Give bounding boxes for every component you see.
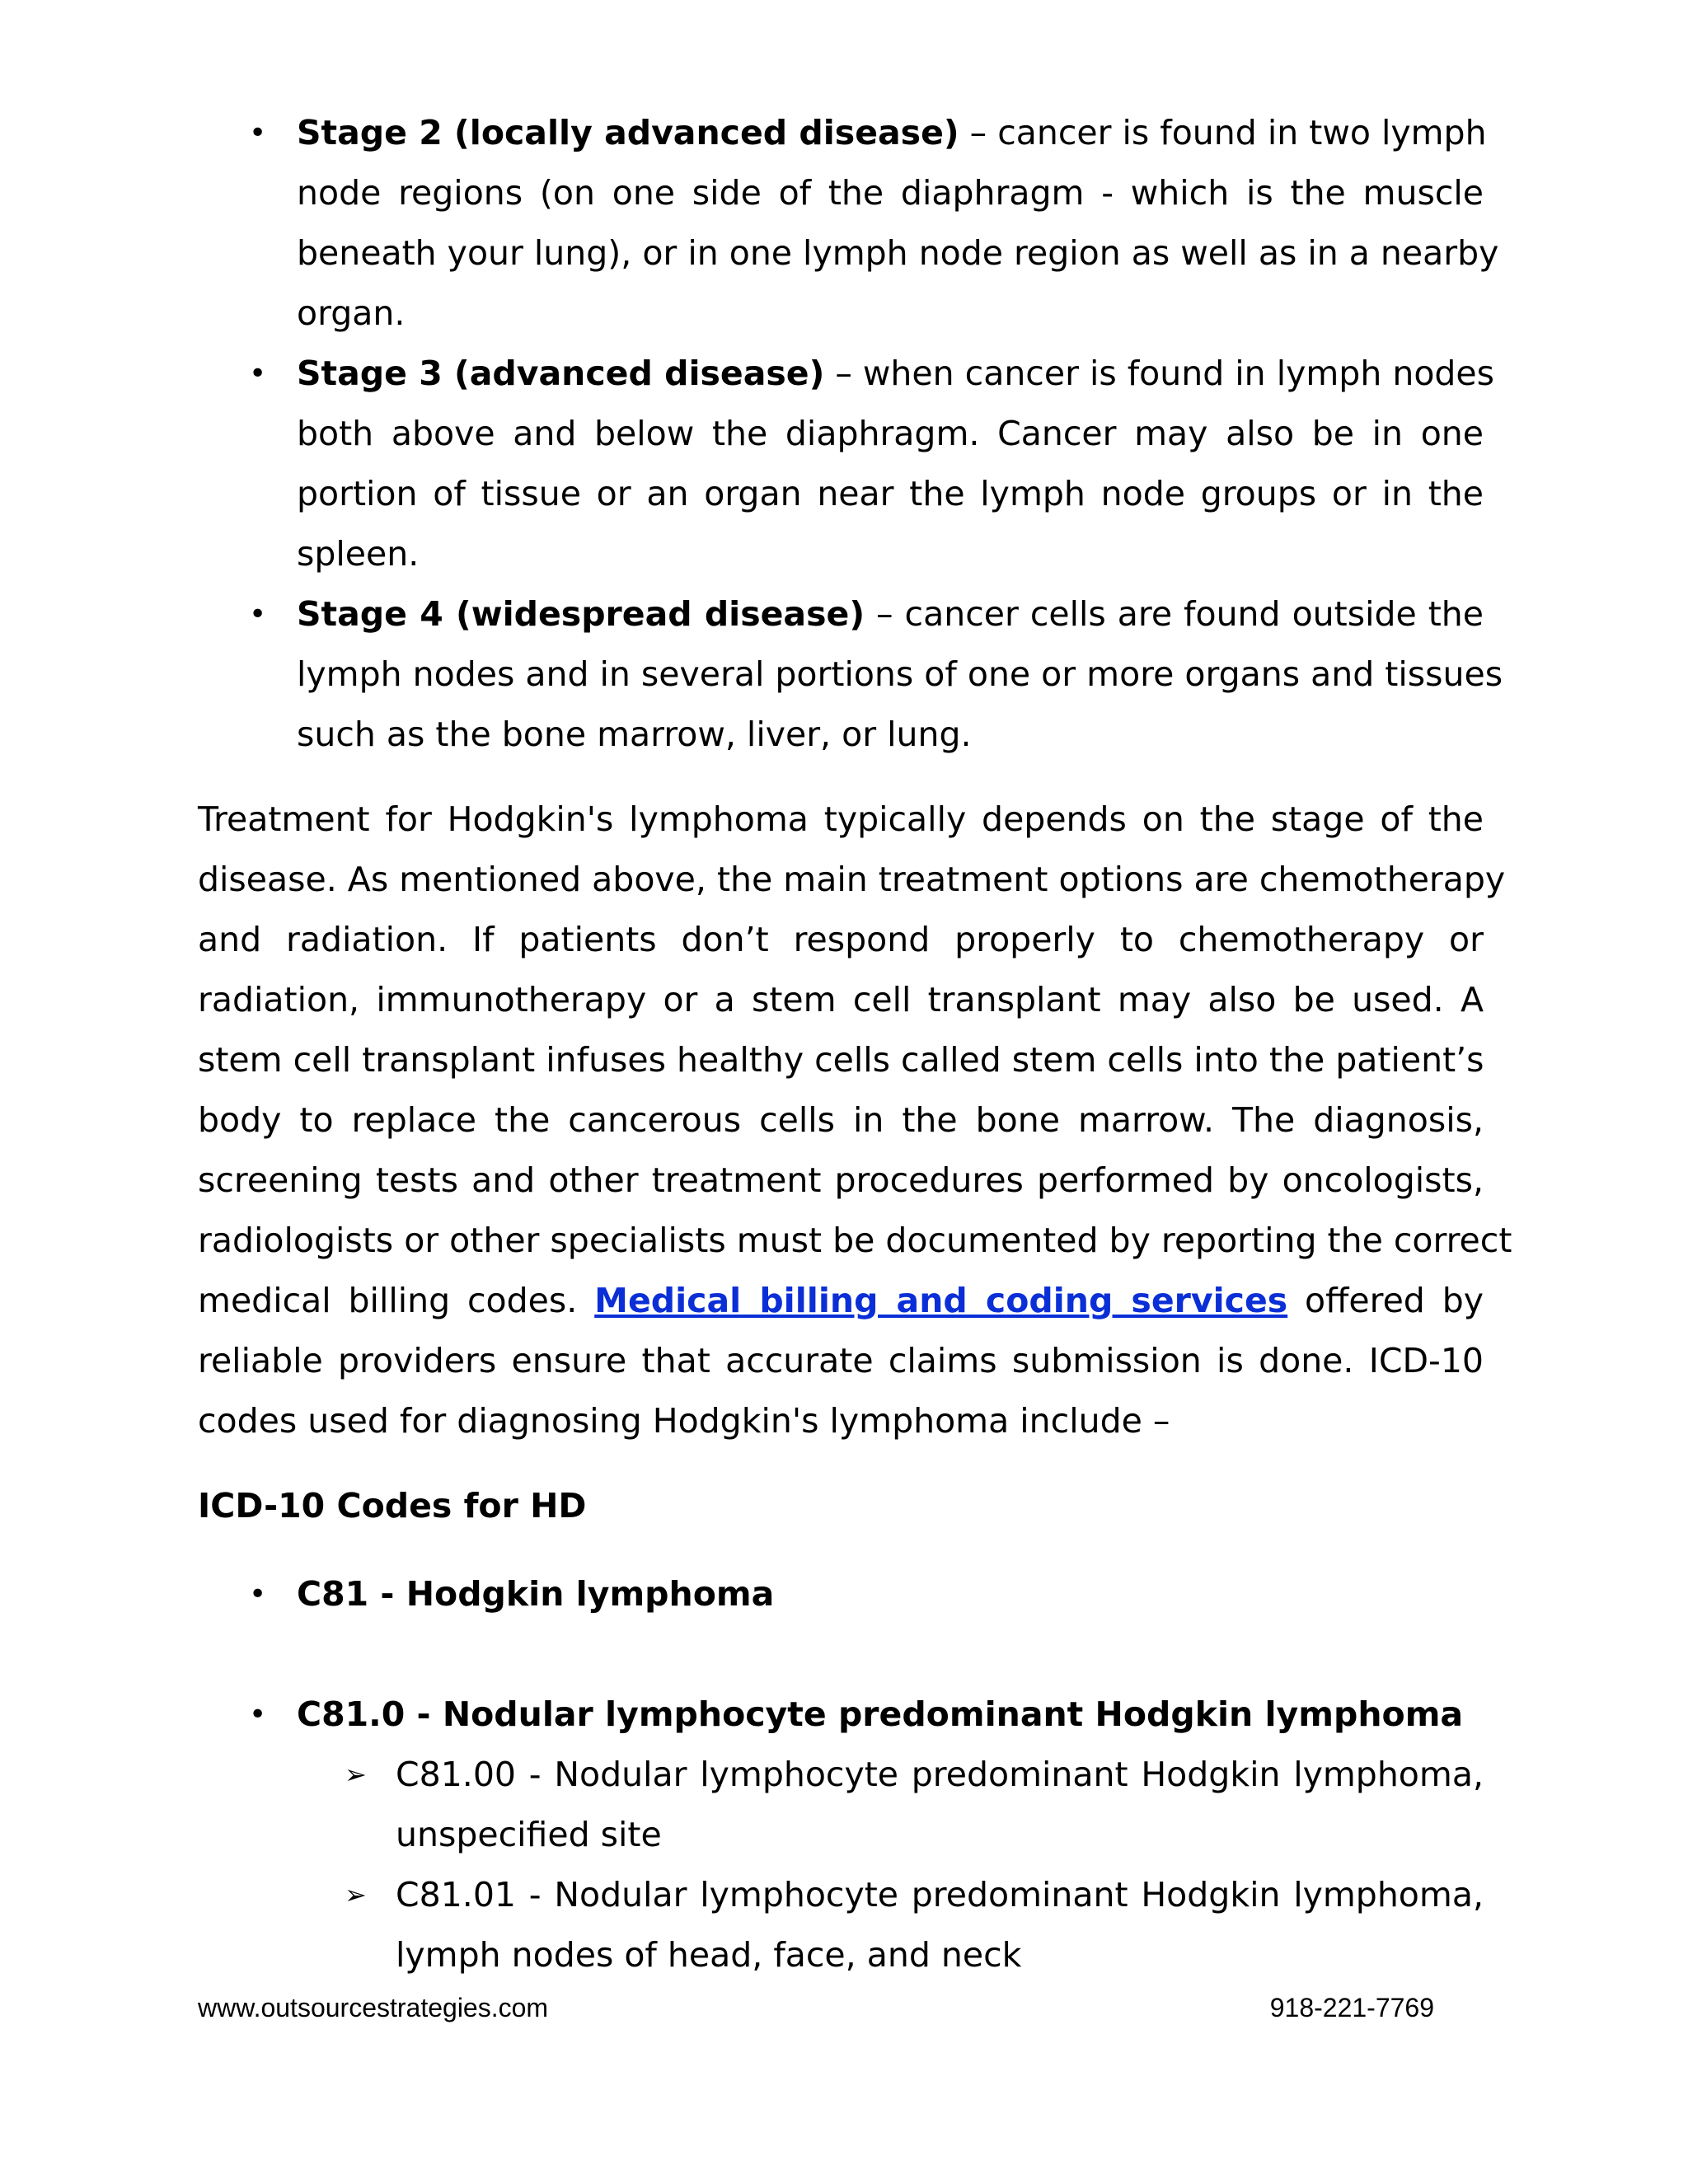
icd-heading: ICD-10 Codes for HD bbox=[198, 1486, 587, 1526]
icd-code-list bbox=[198, 1564, 1484, 1985]
stage-3-title: Stage 3 (advanced disease) bbox=[297, 354, 825, 393]
bullet-icon: • bbox=[249, 598, 267, 631]
footer-website: www.outsourcestrategies.com bbox=[198, 1993, 549, 2022]
stage-4-item: • Stage 4 (widespread disease) – cancer cells are found outside the lymph nodes and in several portions of one or more organs and tissues such as the bone marrow, liver, or lung. bbox=[198, 584, 1484, 765]
icd-subitem-c8100: ➢ C81.00 - Nodular lymphocyte predominant Hodgkin lymphoma, unspecified site bbox=[198, 1745, 1484, 1865]
footer-phone: 918-221-7769 bbox=[1269, 1993, 1434, 2022]
treatment-paragraph: Treatment for Hodgkin's lymphoma typically depends on the stage of the disease. As mentioned above, the main treatment options are chemotherapy and radiation. If patients don’t respond properly to chemotherapy or radiation, immunotherapy or a stem cell transplant may also be used. A stem cell transplant infuses healthy cells called stem cells into the patient’s body to replace the cancerous cells in the bone marrow. The diagnosis, screening tests and other treatment procedures performed by oncologists, radiologists or other specialists must be documented by reporting the correct medical billing codes. Medical billing and coding services offered by reliable providers ensure that accurate claims submission is done. ICD-10 codes used for diagnosing Hodgkin's lymphoma include – bbox=[198, 799, 1512, 1441]
icd-subitem-c8101: ➢ C81.01 - Nodular lymphocyte predominant Hodgkin lymphoma, lymph nodes of head, face, and neck bbox=[198, 1865, 1484, 1985]
icd-item-c81: • C81 - Hodgkin lymphoma bbox=[198, 1564, 1484, 1624]
stage-2-title: Stage 2 (locally advanced disease) bbox=[297, 113, 959, 152]
bullet-icon: • bbox=[249, 116, 267, 150]
medical-billing-link[interactable]: Medical billing and coding services bbox=[594, 1281, 1288, 1320]
document-page bbox=[198, 103, 1512, 1985]
stage-4-title: Stage 4 (widespread disease) bbox=[297, 594, 865, 634]
bullet-icon: • bbox=[249, 1577, 267, 1611]
bullet-icon: • bbox=[249, 357, 267, 391]
arrow-bullet-icon: ➢ bbox=[345, 1879, 367, 1910]
stage-3-item: • Stage 3 (advanced disease) – when cancer is found in lymph nodes both above and below the diaphragm. Cancer may also be in one portion of tissue or an organ near the lymph node groups or in the spleen. bbox=[198, 344, 1484, 584]
bullet-icon: • bbox=[249, 1698, 267, 1732]
icd-item-c810: • C81.0 - Nodular lymphocyte predominant Hodgkin lymphoma bbox=[198, 1685, 1484, 1745]
arrow-bullet-icon: ➢ bbox=[345, 1759, 367, 1790]
stage-2-item: • Stage 2 (locally advanced disease) – cancer is found in two lymph node regions (on one side of the diaphragm - which is the muscle beneath your lung), or in one lymph node region as well as in a nearby organ. bbox=[198, 103, 1484, 344]
spacer bbox=[198, 1624, 1484, 1685]
